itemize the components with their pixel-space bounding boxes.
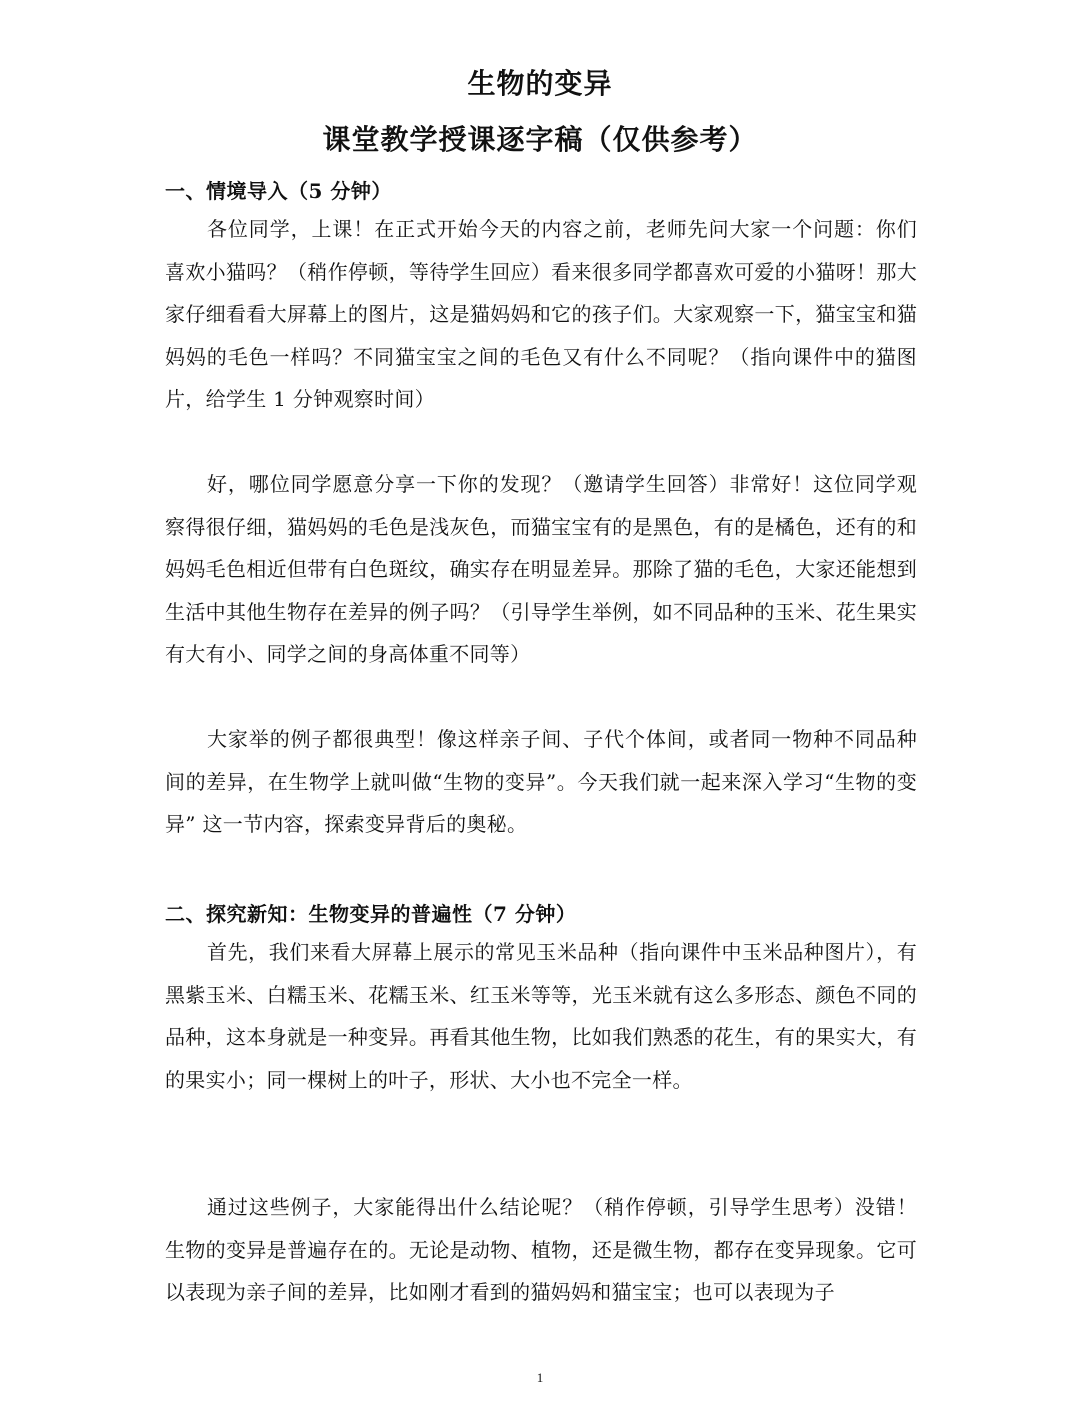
section-heading-1: 一、情境导入（5 分钟） [165, 179, 392, 203]
document-title: 生物的变异 [467, 67, 613, 100]
paragraph-2-2: 通过这些例子，大家能得出什么结论呢？（稍作停顿，引导学生思考）没错！生物的变异是普遍存在的。无论是动物、植物，还是微生物，都存在变异现象。它可以表现为亲子间的差异，比如刚才看到的猫妈妈和猫宝宝；也可以表现为子 [165, 1195, 917, 1304]
paragraph-1-1: 各位同学，上课！在正式开始今天的内容之前，老师先问大家一个问题：你们喜欢小猫吗？（稍作停顿，等待学生回应）看来很多同学都喜欢可爱的小猫呀！那大家仔细看看大屏幕上的图片，这是猫妈妈和它的孩子们。大家观察一下，猫宝宝和猫妈妈的毛色一样吗？不同猫宝宝之间的毛色又有什么不同呢？（指向课件中的猫图片，给学生 1 分钟观察时间） [165, 217, 917, 411]
page-number: 1 [536, 1370, 544, 1385]
paragraph-1-2: 好，哪位同学愿意分享一下你的发现？（邀请学生回答）非常好！这位同学观察得很仔细，猫妈妈的毛色是浅灰色，而猫宝宝有的是黑色，有的是橘色，还有的和妈妈毛色相近但带有白色斑纹，确实存在明显差异。那除了猫的毛色，大家还能想到生活中其他生物存在差异的例子吗？（引导学生举例，如不同品种的玉米、花生果实有大有小、同学之间的身高体重不同等） [165, 472, 917, 666]
document-subtitle: 课堂教学授课逐字稿（仅供参考） [322, 123, 758, 156]
section-heading-2: 二、探究新知：生物变异的普遍性（7 分钟） [165, 902, 577, 926]
paragraph-1-3: 大家举的例子都很典型！像这样亲子间、子代个体间，或者同一物种不同品种间的差异，在生物学上就叫做“生物的变异”。今天我们就一起来深入学习“生物的变异” 这一节内容，探索变异背后的奥秘。 [165, 727, 917, 836]
paragraph-2-1: 首先，我们来看大屏幕上展示的常见玉米品种（指向课件中玉米品种图片），有黑紫玉米、白糯玉米、花糯玉米、红玉米等等，光玉米就有这么多形态、颜色不同的品种，这本身就是一种变异。再看其他生物，比如我们熟悉的花生，有的果实大，有的果实小；同一棵树上的叶子，形状、大小也不完全一样。 [165, 940, 917, 1092]
